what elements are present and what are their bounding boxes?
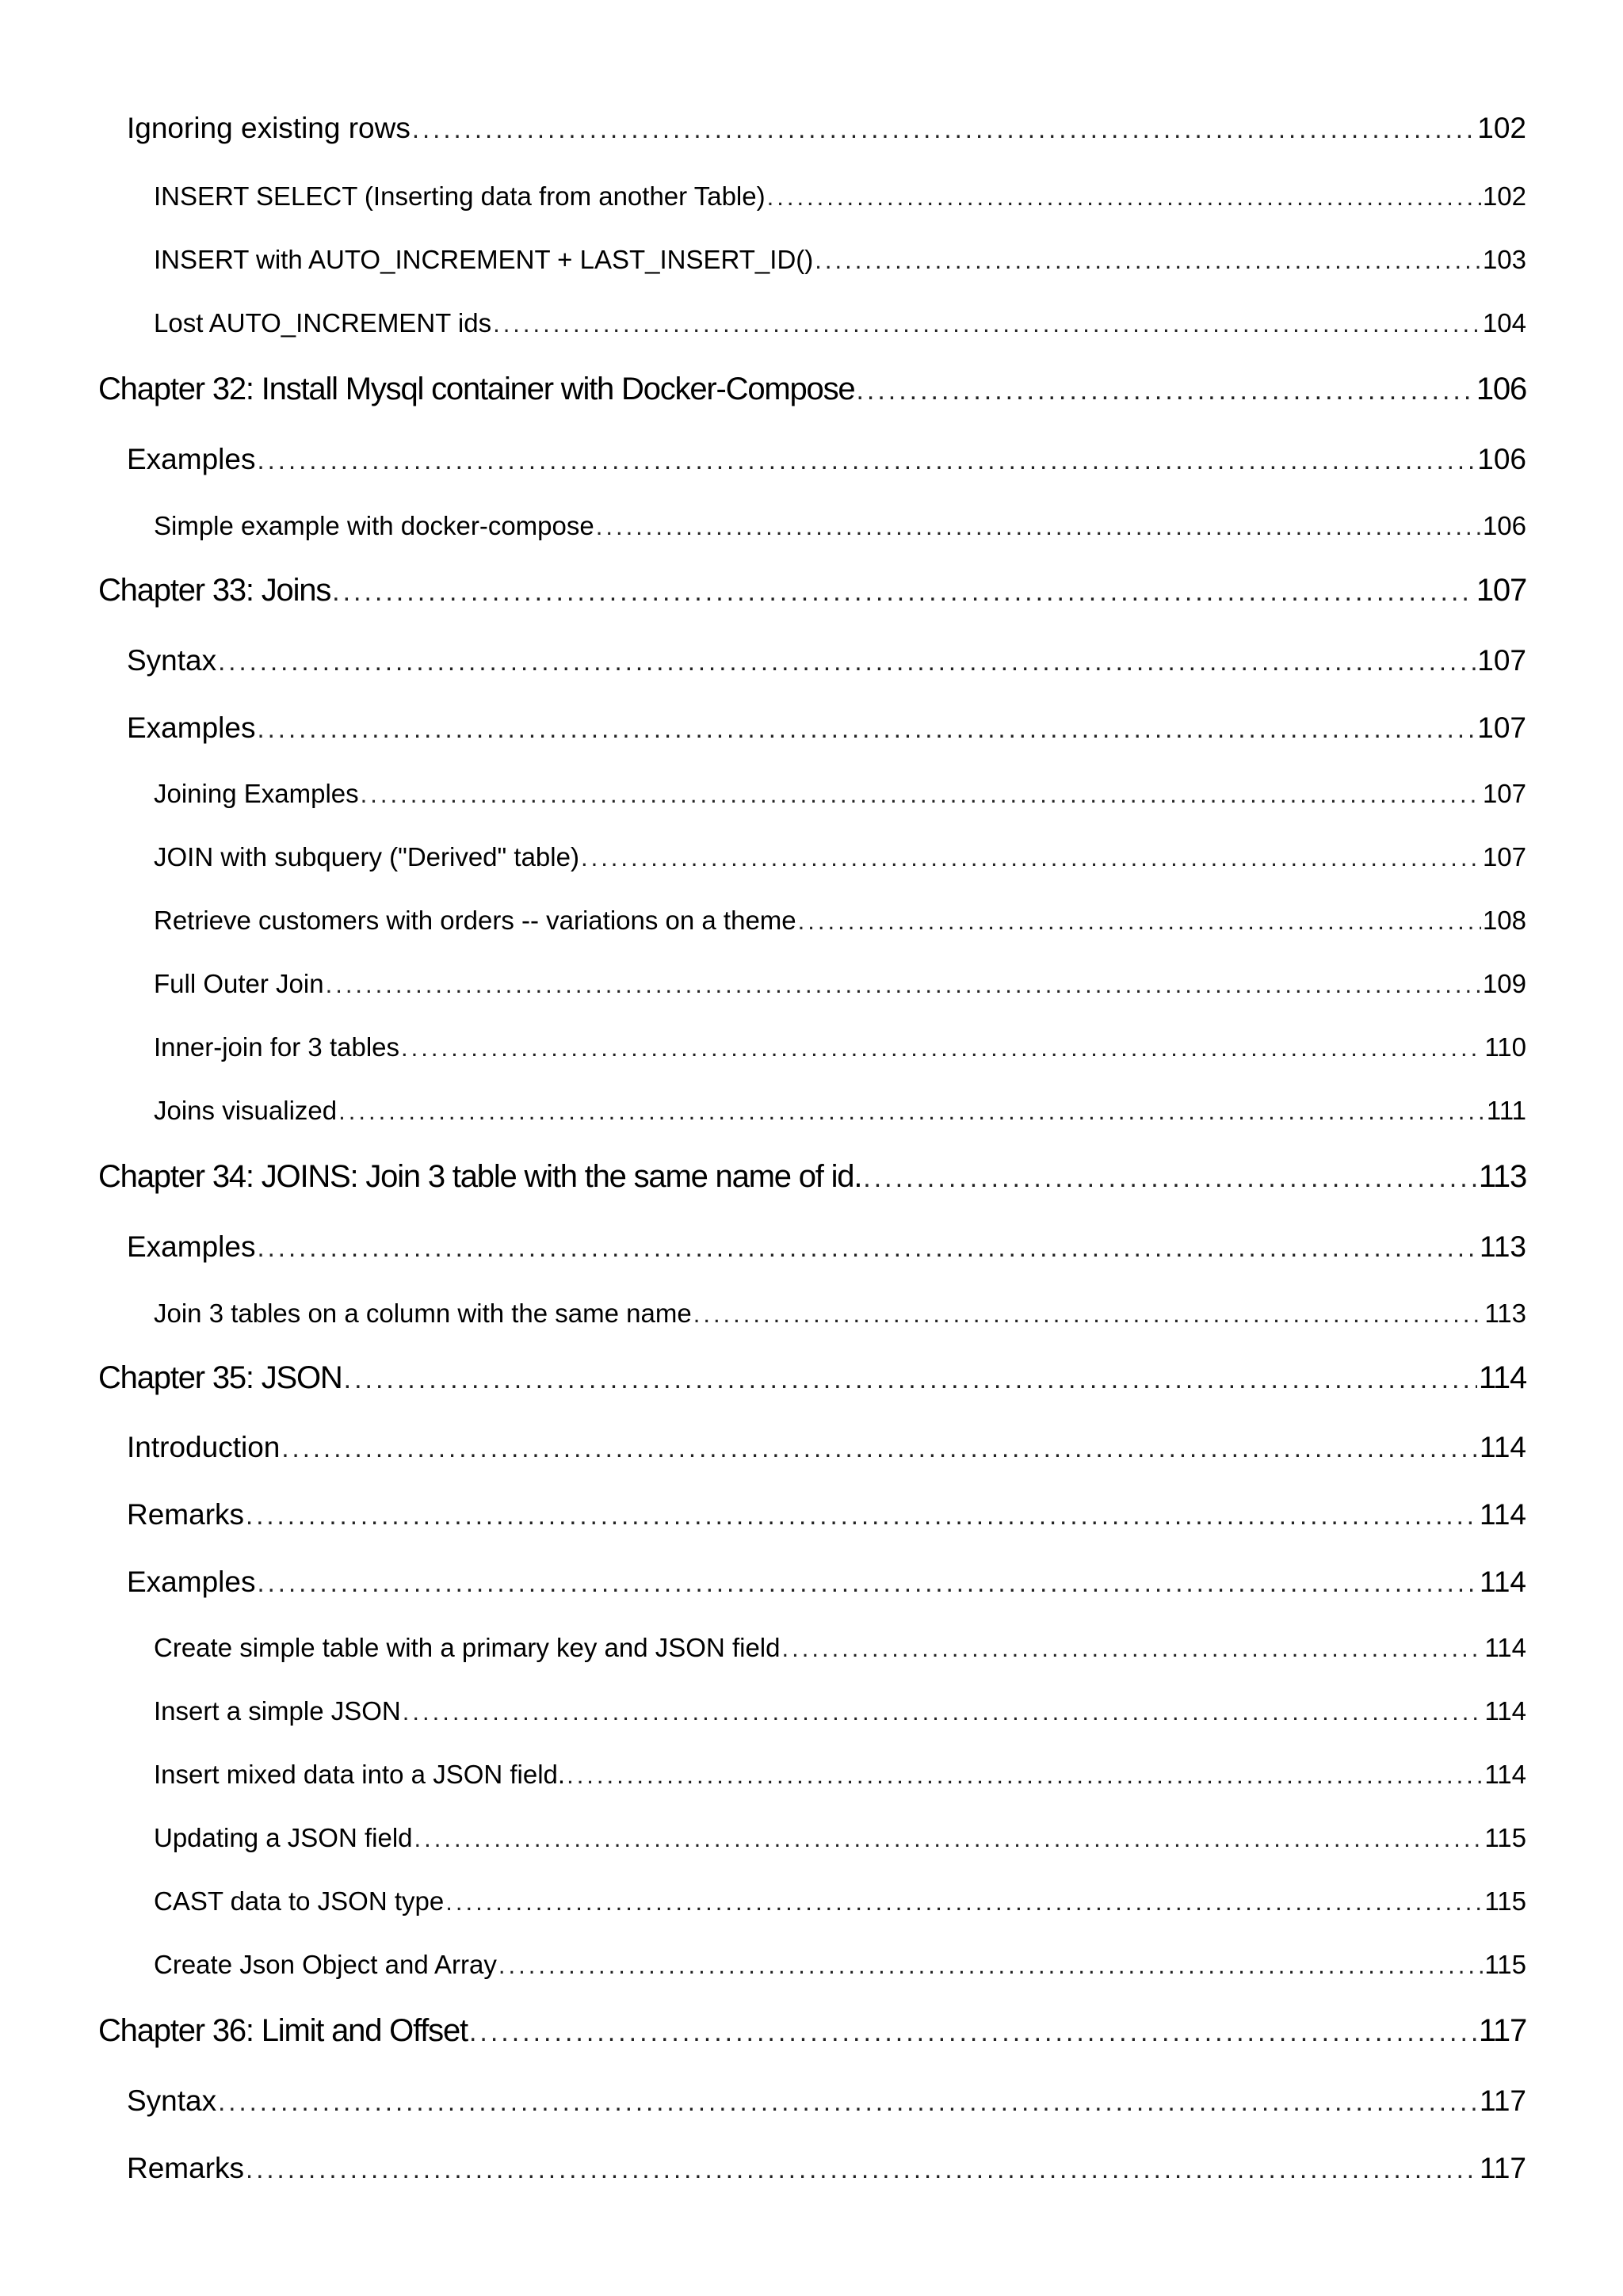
toc-entry-title: INSERT SELECT (Inserting data from another Table) bbox=[154, 181, 766, 211]
dot-leader bbox=[338, 1097, 1485, 1126]
toc-entry-title: Updating a JSON field bbox=[154, 1823, 413, 1852]
toc-chapter-entry[interactable] bbox=[98, 372, 1526, 407]
toc-entry-page: 106 bbox=[1482, 511, 1526, 540]
dot-leader bbox=[782, 1634, 1484, 1663]
dot-leader bbox=[815, 246, 1481, 275]
toc-entry-title: Retrieve customers with orders -- variations on a theme bbox=[154, 906, 796, 935]
dot-leader bbox=[798, 907, 1481, 936]
toc-chapter-entry[interactable] bbox=[98, 2013, 1526, 2049]
toc-entry-title: Create Json Object and Array bbox=[154, 1950, 497, 1979]
toc-entry-title: Chapter 33: Joins bbox=[98, 573, 331, 608]
dot-leader bbox=[863, 1163, 1477, 1194]
dot-leader bbox=[281, 1433, 1478, 1463]
toc-entry-title: Chapter 35: JSON bbox=[98, 1360, 342, 1395]
dot-leader bbox=[257, 714, 1476, 744]
dot-leader bbox=[218, 646, 1476, 677]
toc-entry-page: 114 bbox=[1480, 1566, 1526, 1598]
dot-leader bbox=[257, 1568, 1478, 1598]
toc-entry[interactable] bbox=[127, 112, 1526, 145]
dot-leader bbox=[257, 1233, 1478, 1263]
toc-entry-title: Ignoring existing rows bbox=[127, 112, 411, 144]
dot-leader bbox=[246, 2154, 1478, 2184]
toc-entry-page: 107 bbox=[1482, 779, 1526, 808]
dot-leader bbox=[332, 577, 1475, 608]
dot-leader bbox=[246, 1501, 1478, 1531]
toc-entry[interactable] bbox=[127, 644, 1526, 677]
toc-entry[interactable] bbox=[154, 779, 1526, 809]
toc-entry-title: JOIN with subquery ("Derived" table) bbox=[154, 842, 579, 871]
toc-entry-title: Full Outer Join bbox=[154, 969, 324, 998]
toc-entry[interactable] bbox=[127, 443, 1526, 476]
toc-entry-title: Chapter 36: Limit and Offset bbox=[98, 2013, 468, 2048]
toc-entry-page: 107 bbox=[1482, 842, 1526, 871]
toc-entry[interactable] bbox=[127, 2152, 1526, 2185]
toc-entry-page: 107 bbox=[1477, 711, 1526, 744]
toc-entry[interactable] bbox=[127, 1230, 1526, 1264]
toc-entry-title: Examples bbox=[127, 1566, 256, 1598]
toc-entry-page: 114 bbox=[1484, 1696, 1526, 1726]
toc-entry-page: 104 bbox=[1482, 308, 1526, 338]
toc-entry-page: 114 bbox=[1484, 1633, 1526, 1662]
toc-entry[interactable] bbox=[154, 1696, 1526, 1726]
dot-leader bbox=[403, 1698, 1484, 1726]
toc-entry-title: Lost AUTO_INCREMENT ids bbox=[154, 308, 492, 338]
toc-entry-page: 115 bbox=[1484, 1950, 1526, 1979]
toc-entry-title: Join 3 tables on a column with the same name bbox=[154, 1299, 692, 1328]
toc-entry-page: 102 bbox=[1477, 112, 1526, 144]
toc-entry[interactable] bbox=[154, 1096, 1526, 1126]
toc-entry[interactable] bbox=[154, 308, 1526, 338]
toc-entry-title: Insert a simple JSON bbox=[154, 1696, 401, 1726]
toc-entry[interactable] bbox=[154, 1633, 1526, 1663]
dot-leader bbox=[257, 445, 1476, 475]
toc-chapter-entry[interactable] bbox=[98, 573, 1526, 608]
dot-leader bbox=[401, 1034, 1483, 1062]
dot-leader bbox=[767, 183, 1481, 212]
toc-entry[interactable] bbox=[154, 1760, 1526, 1790]
toc-entry-title: Syntax bbox=[127, 2084, 217, 2117]
toc-entry[interactable] bbox=[154, 906, 1526, 936]
toc-entry[interactable] bbox=[154, 1886, 1526, 1917]
toc-entry-title: Joins visualized bbox=[154, 1096, 338, 1125]
dot-leader bbox=[361, 780, 1481, 809]
toc-entry-title: Simple example with docker-compose bbox=[154, 511, 594, 540]
toc-entry[interactable] bbox=[154, 842, 1526, 872]
toc-entry-page: 106 bbox=[1477, 443, 1526, 475]
toc-entry[interactable] bbox=[154, 1032, 1526, 1062]
toc-entry-title: Remarks bbox=[127, 2152, 245, 2184]
dot-leader bbox=[856, 376, 1474, 406]
dot-leader bbox=[498, 1951, 1483, 1980]
toc-entry-title: Chapter 32: Install Mysql container with Docker-Compose bbox=[98, 372, 855, 406]
dot-leader bbox=[693, 1300, 1484, 1329]
toc-entry-page: 113 bbox=[1484, 1299, 1526, 1328]
toc-entry-page: 109 bbox=[1482, 969, 1526, 998]
toc-entry[interactable] bbox=[154, 181, 1526, 212]
dot-leader bbox=[445, 1888, 1483, 1917]
toc-entry[interactable] bbox=[127, 1431, 1526, 1464]
toc-entry-title: Syntax bbox=[127, 644, 217, 677]
dot-leader bbox=[581, 844, 1481, 872]
toc-entry-page: 117 bbox=[1480, 2084, 1526, 2117]
toc-entry-page: 114 bbox=[1480, 1431, 1526, 1463]
dot-leader bbox=[414, 1825, 1484, 1853]
toc-entry-title: Create simple table with a primary key and JSON field bbox=[154, 1633, 781, 1662]
toc-entry-title: Introduction bbox=[127, 1431, 281, 1463]
toc-entry-title: Examples bbox=[127, 443, 256, 475]
toc-entry[interactable] bbox=[154, 1950, 1526, 1980]
toc-entry[interactable] bbox=[127, 1498, 1526, 1531]
toc-entry-title: CAST data to JSON type bbox=[154, 1886, 445, 1916]
dot-leader bbox=[344, 1364, 1477, 1395]
toc-entry-page: 117 bbox=[1478, 2013, 1526, 2048]
toc-entry-page: 115 bbox=[1484, 1886, 1526, 1916]
dot-leader bbox=[596, 513, 1481, 541]
toc-entry[interactable] bbox=[154, 245, 1526, 275]
toc-entry[interactable] bbox=[127, 2084, 1526, 2118]
toc-entry-title: Inner-join for 3 tables bbox=[154, 1032, 400, 1062]
toc-entry-page: 113 bbox=[1480, 1230, 1526, 1263]
toc-chapter-entry[interactable] bbox=[98, 1360, 1526, 1396]
toc-entry-page: 117 bbox=[1480, 2152, 1526, 2184]
dot-leader bbox=[469, 2017, 1477, 2048]
toc-entry-page: 110 bbox=[1484, 1032, 1526, 1062]
dot-leader bbox=[493, 310, 1481, 338]
toc-entry[interactable] bbox=[154, 511, 1526, 541]
toc-entry-title: Insert mixed data into a JSON field. bbox=[154, 1760, 566, 1789]
toc-entry-page: 102 bbox=[1482, 181, 1526, 211]
toc-entry-page: 108 bbox=[1482, 906, 1526, 935]
dot-leader bbox=[567, 1761, 1483, 1790]
toc-entry-title: Remarks bbox=[127, 1498, 245, 1531]
toc-entry-page: 114 bbox=[1480, 1498, 1526, 1531]
dot-leader bbox=[412, 114, 1476, 144]
toc-entry-page: 103 bbox=[1482, 245, 1526, 274]
dot-leader bbox=[326, 971, 1481, 999]
toc-entry[interactable] bbox=[127, 1566, 1526, 1599]
toc-entry-page: 115 bbox=[1484, 1823, 1526, 1852]
toc-entry[interactable] bbox=[154, 1823, 1526, 1853]
toc-entry-page: 107 bbox=[1476, 573, 1526, 608]
toc-entry-title: Examples bbox=[127, 1230, 256, 1263]
dot-leader bbox=[218, 2087, 1478, 2117]
toc-entry-page: 113 bbox=[1478, 1159, 1526, 1194]
toc-entry-title: Chapter 34: JOINS: Join 3 table with the same name of id. bbox=[98, 1159, 862, 1194]
toc-entry-title: INSERT with AUTO_INCREMENT + LAST_INSERT_ID() bbox=[154, 245, 814, 274]
toc-entry-title: Joining Examples bbox=[154, 779, 359, 808]
toc-entry-page: 111 bbox=[1486, 1096, 1526, 1125]
toc-entry-page: 106 bbox=[1476, 372, 1526, 406]
toc-entry-page: 107 bbox=[1477, 644, 1526, 677]
toc-chapter-entry[interactable] bbox=[98, 1159, 1526, 1195]
toc-entry[interactable] bbox=[127, 711, 1526, 745]
toc-entry-title: Examples bbox=[127, 711, 256, 744]
toc-entry-page: 114 bbox=[1484, 1760, 1526, 1789]
toc-entry[interactable] bbox=[154, 1299, 1526, 1329]
toc-entry-page: 114 bbox=[1478, 1360, 1526, 1395]
toc-entry[interactable] bbox=[154, 969, 1526, 999]
